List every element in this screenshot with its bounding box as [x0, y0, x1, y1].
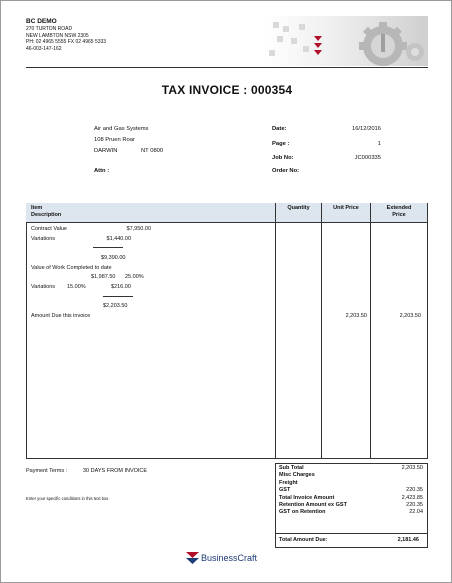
- totals-row-value: 220.35: [406, 487, 423, 494]
- total-line-value: $2,203.50: [103, 303, 128, 309]
- col-divider-quantity: [275, 203, 276, 459]
- page-value: 1: [377, 141, 381, 147]
- customer-street: 108 Pruen Roar: [94, 137, 135, 143]
- brand-mark-icon: [186, 552, 199, 564]
- job-label: Job No:: [272, 155, 294, 161]
- totals-divider: [275, 533, 428, 534]
- header-banner-graphic: [263, 16, 428, 66]
- totals-row-value: 2,423.85: [401, 494, 423, 501]
- totals-row: [279, 487, 423, 494]
- amount-due-extended: 2,203.50: [399, 313, 421, 319]
- brand-name: BusinessCraft: [201, 553, 258, 563]
- company-block: [26, 18, 106, 52]
- totals-row-label: Misc Charges: [279, 472, 315, 479]
- company-address-line2: NEW LAMBTON NSW 2305: [26, 32, 89, 39]
- header-extended-1: Extended: [386, 205, 412, 211]
- variations2-pct: 15.00%: [67, 284, 86, 290]
- conditions-note: Enter your specific conditions in this text box: [26, 496, 109, 501]
- date-label: Date:: [272, 126, 287, 132]
- total-due-value: 2,181.46: [397, 537, 419, 543]
- company-abn: 46-003-147-162: [26, 45, 62, 52]
- order-label: Order No:: [272, 168, 300, 174]
- totals-row: [279, 495, 423, 502]
- company-phone-fax: PH: 02 4965 5555 FX 02 4965 5333: [26, 39, 107, 45]
- variations2-value: $216.00: [111, 284, 131, 290]
- amount-due-label: Amount Due this invoice: [31, 313, 91, 319]
- amount-due-unit-price: 2,203.50: [345, 313, 367, 319]
- brand-logo: [186, 552, 257, 564]
- header-extended-2: Price: [392, 212, 406, 218]
- totals-row-label: GST: [279, 487, 291, 494]
- header-item: Item: [31, 205, 43, 211]
- customer-state-post: NT 0800: [141, 148, 164, 154]
- totals-row: [279, 480, 423, 487]
- invoice-title: TAX INVOICE : 000354: [161, 83, 293, 97]
- date-value: 16/12/2016: [351, 126, 381, 132]
- variations-value: $1,440.00: [106, 236, 131, 242]
- header-description: Description: [31, 212, 62, 218]
- subtotal-value: $9,390.00: [101, 255, 126, 261]
- totals-row-value: 220.35: [406, 502, 423, 509]
- variations2-label: Variations: [31, 284, 56, 290]
- customer-name: Air and Gas Systems: [94, 126, 149, 132]
- totals-row-label: Total Invoice Amount: [279, 494, 335, 501]
- page-label: Page :: [272, 141, 290, 147]
- totals-row-label: Freight: [279, 479, 298, 486]
- subtotal-rule: [93, 247, 123, 248]
- company-name: BC DEMO: [26, 18, 57, 25]
- work-completed-value: $1,987.50: [91, 274, 116, 280]
- col-divider-unit-price: [321, 203, 322, 459]
- totals-row-label: Retention Amount ex GST: [279, 502, 347, 509]
- work-completed-label: Value of Work Completed to date: [31, 265, 112, 271]
- totals-row: [279, 472, 423, 479]
- job-value: JC000335: [354, 155, 381, 161]
- work-completed-pct: 25.00%: [125, 274, 144, 280]
- col-divider-extended: [370, 203, 371, 459]
- header-quantity: Quantity: [287, 205, 310, 211]
- total-due-label: Total Amount Due:: [279, 537, 328, 543]
- totals-row: [279, 502, 423, 509]
- totals-row-value: 2,203.50: [401, 465, 423, 471]
- totals-row-label: GST on Retention: [279, 509, 326, 516]
- attn-label: Attn :: [94, 168, 110, 174]
- company-address-line1: 270 TURTON ROAD: [26, 26, 73, 32]
- contract-label: Contract Value: [31, 226, 67, 232]
- totals-row: [279, 465, 423, 472]
- payment-terms-label: Payment Terms :: [26, 468, 68, 474]
- totals-list: [279, 465, 423, 517]
- contract-value: $7,950.00: [126, 226, 151, 232]
- totals-row-value: 22.04: [409, 509, 423, 516]
- header-divider: [26, 67, 428, 68]
- totals-row-label: Sub Total: [279, 465, 304, 471]
- banner-gear-icon: [263, 16, 428, 66]
- customer-city: DARWIN: [94, 148, 118, 154]
- variations-label: Variations: [31, 236, 56, 242]
- totals-row: [279, 509, 423, 516]
- total-rule: [103, 296, 133, 297]
- payment-terms-value: 30 DAYS FROM INVOICE: [83, 468, 148, 474]
- header-unit-price: Unit Price: [333, 205, 359, 211]
